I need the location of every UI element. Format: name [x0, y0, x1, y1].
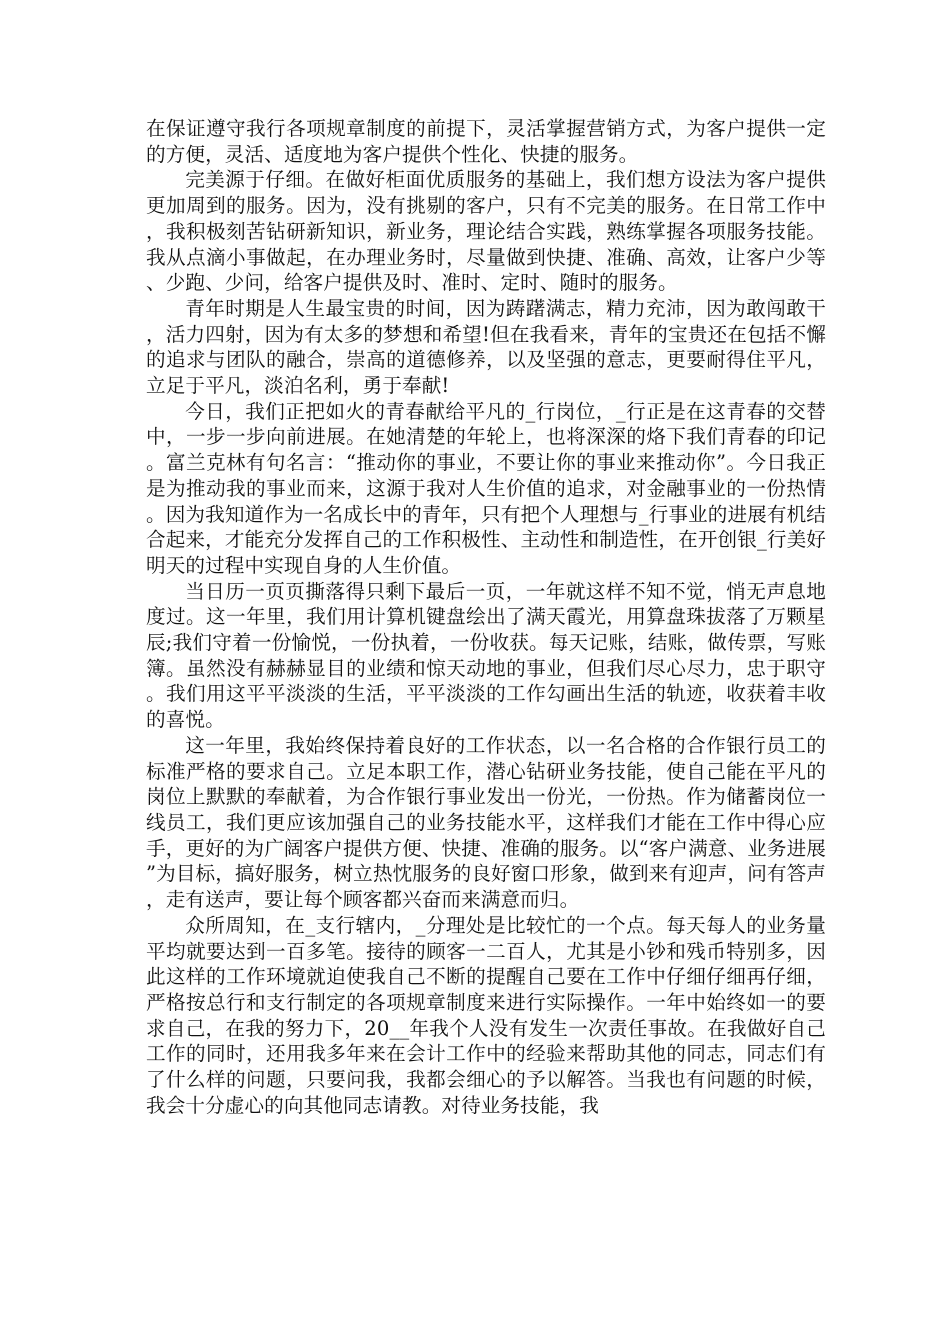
paragraph-5: 当日历一页页撕落得只剩下最后一页，一年就这样不知不觉，悄无声息地度过。这一年里，我们用计算机键盘绘出了满天霞光，用算盘珠拔落了万颗星辰;我们守着一份愉悦，一份执着，一份收获。每天记账，结账，做传票，写账簿。虽然没有赫赫显目的业绩和惊天动地的事业，但我们尽心尽力，忠于职守。我们用这平平淡淡的生活，平平淡淡的工作勾画出生活的轨迹，收获着丰收的喜悦。	[146, 579, 826, 732]
paragraph-1: 在保证遵守我行各项规章制度的前提下，灵活掌握营销方式，为客户提供一定的方便，灵活、适度地为客户提供个性化、快捷的服务。	[146, 117, 826, 166]
paragraph-4: 今日，我们正把如火的青春献给平凡的_行岗位，_行正是在这青春的交替中，一步一步向前进展。在她清楚的年轮上，也将深深的烙下我们青春的印记。富兰克林有句名言：“推动你的事业，不要让你的事业来推动你”。今日我正是为推动我的事业而来，这源于我对人生价值的追求，对金融事业的一份热情。因为我知道作为一名成长中的青年，只有把个人理想与_行事业的进展有机结合起来，才能充分发挥自己的工作积极性、主动性和制造性，在开创银_行美好明天的过程中实现自身的人生价值。	[146, 399, 826, 577]
paragraph-2: 完美源于仔细。在做好柜面优质服务的基础上，我们想方设法为客户提供更加周到的服务。因为，没有挑剔的客户，只有不完美的服务。在日常工作中，我积极刻苦钻研新知识，新业务，理论结合实践，熟练掌握各项服务技能。我从点滴小事做起，在办理业务时，尽量做到快捷、准确、高效，让客户少等、少跑、少问，给客户提供及时、准时、定时、随时的服务。	[146, 168, 826, 295]
paragraph-6: 这一年里，我始终保持着良好的工作状态，以一名合格的合作银行员工的标准严格的要求自己。立足本职工作，潜心钻研业务技能，使自己能在平凡的岗位上默默的奉献着，为合作银行事业发出一份光，一份热。作为储蓄岗位一线员工，我们更应该加强自己的业务技能水平，这样我们才能在工作中得心应手，更好的为广阔客户提供方便、快捷、准确的服务。以“客户满意、业务进展”为目标，搞好服务，树立热忱服务的良好窗口形象，做到来有迎声，问有答声，走有送声，要让每个顾客都兴奋而来满意而归。	[146, 733, 826, 912]
paragraph-7: 众所周知，在_支行辖内，_分理处是比较忙的一个点。每天每人的业务量平均就要达到一百多笔。接待的顾客一二百人，尤其是小钞和残币特别多，因此这样的工作环境就迫使我自己不断的提醒自己要在工作中仔细仔细再仔细，严格按总行和支行制定的各项规章制度来进行实际操作。一年中始终如一的要求自己，在我的努力下，20__年我个人没有发生一次责任事故。在我做好自己工作的同时，还用我多年来在会计工作中的经验来帮助其他的同志，同志们有了什么样的问题，只要问我，我都会细心的予以解答。当我也有问题的时候，我会十分虚心的向其他同志请教。对待业务技能，我	[146, 913, 826, 1117]
paragraph-3: 青年时期是人生最宝贵的时间，因为踌躇满志，精力充沛，因为敢闯敢干，活力四射，因为有太多的梦想和希望!但在我看来，青年的宝贵还在包括不懈的追求与团队的融合，崇高的道德修养，以及坚强的意志，更要耐得住平凡，立足于平凡，淡泊名利，勇于奉献!	[146, 296, 826, 398]
document-page	[146, 116, 826, 1118]
